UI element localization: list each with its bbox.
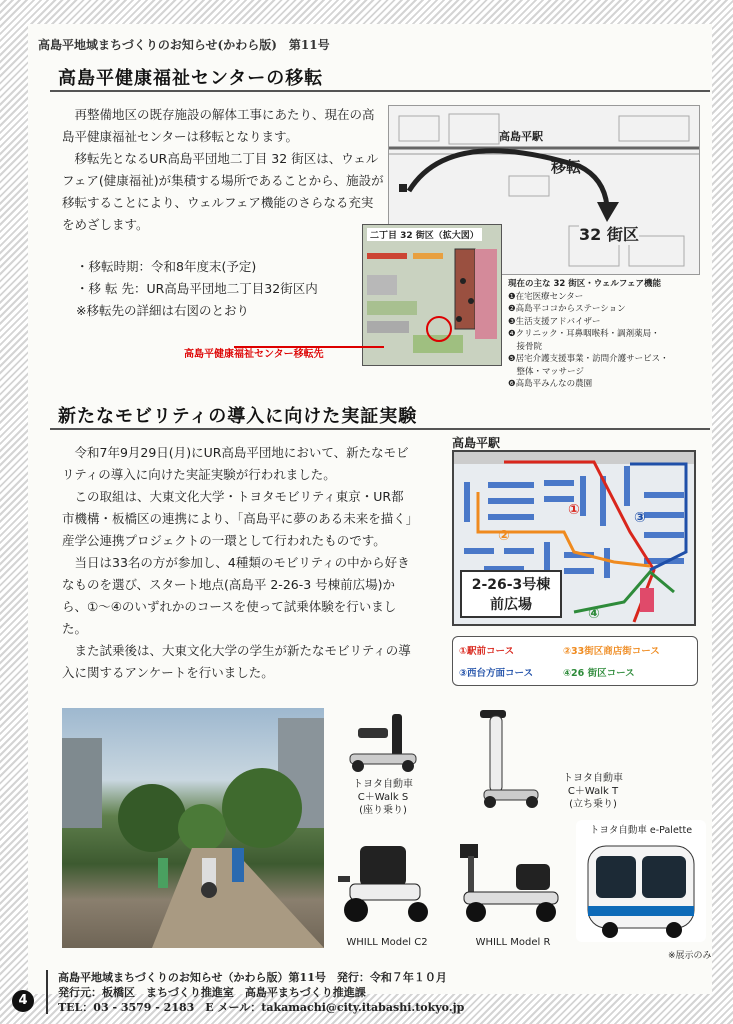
course-marker-2: ② [498, 528, 510, 544]
vehicle-type: (立ち乗り) [569, 799, 617, 810]
section1-paragraph: 移転先となるUR高島平団地二丁目 32 街区は、ウェルフェア(健康福祉)が集積する場所であることから、施設が移転することにより、ウェルフェア機能のさらなる充実をめざします。 [62, 151, 384, 232]
section2-rule [50, 428, 710, 430]
vehicle-epalette-label: トヨタ自動車 e-Palette [589, 825, 693, 836]
legend-item: ❻高島平みんなの農園 [508, 379, 593, 389]
course-map [452, 450, 696, 626]
epalette-drawing [584, 842, 698, 938]
vehicle-whill-c2-label: WHILL Model C2 [346, 937, 428, 948]
zoom-map [362, 224, 502, 366]
district-label: 32 街区 [579, 222, 639, 245]
station-label: 高島平駅 [499, 130, 543, 143]
cwalk-t-drawing [468, 704, 548, 810]
vehicle-whill-r-label: WHILL Model R [475, 937, 551, 948]
vehicle-model: C＋Walk T [567, 786, 619, 797]
trial-photo [62, 708, 324, 948]
section1-paragraph: 再整備地区の既存施設の解体工事にあたり、現在の高島平健康福祉センターは移転となります。 [62, 107, 375, 144]
section2-body [62, 442, 414, 684]
course-legend [452, 636, 698, 686]
section1-title: 高島平健康福祉センターの移転 [58, 68, 324, 89]
course-legend-1: ①駅前コース [459, 646, 515, 657]
cwalk-s-drawing [338, 706, 428, 776]
course-marker-3: ③ [634, 510, 646, 526]
section2-paragraph: また試乗後は、大東文化大学の学生が新たなモビリティの導入に関するアンケートを行いました。 [62, 643, 411, 680]
whill-c2-drawing [330, 836, 440, 928]
footer-issue: 高島平地域まちづくりのお知らせ（かわら版）第11号 発行：令和７年１０月 [58, 971, 447, 984]
zoom-map-title: 二丁目 32 街区（拡大図） [367, 228, 482, 241]
vehicle-cwalk-t-image [468, 704, 548, 810]
zoom-map-drawing [363, 225, 501, 365]
detail-note: ※移転先の詳細は右図のとおり [76, 303, 249, 318]
vehicle-cwalk-t-label [548, 772, 638, 811]
legend-item: ❺居宅介護支援事業・訪問介護サービス・ [508, 354, 669, 364]
start-point-label [460, 570, 562, 618]
detail-timing: ・移転時期：令和8年度末(予定) [76, 259, 257, 274]
vehicle-whill-c2-image [330, 836, 440, 928]
page-number: 4 [12, 990, 34, 1012]
section2-title: 新たなモビリティの導入に向けた実証実験 [58, 406, 418, 427]
footer [58, 970, 718, 1015]
vehicle-model: C＋Walk S [357, 792, 409, 803]
section1-rule [50, 90, 710, 92]
legend-item: ❶在宅医療センター [508, 291, 584, 302]
section2-paragraph: 令和7年9月29日(月)にUR高島平団地において、新たなモビリティの導入に向けた実証実験が行われました。 [62, 445, 409, 482]
course-legend-3: ③西台方面コース [459, 668, 534, 679]
display-only-note: ※展示のみ [668, 951, 712, 961]
footer-divider [46, 970, 48, 1014]
detail-location: ・移 転 先：UR高島平団地二丁目32街区内 [76, 281, 318, 296]
start-point-line2: 前広場 [490, 597, 532, 613]
start-point-line1: 2-26-3号棟 [471, 577, 551, 593]
legend-item: ❷高島平ココからステーション [508, 304, 626, 314]
section1-body [62, 104, 384, 236]
vehicle-epalette-card [576, 820, 706, 942]
course-map-station: 高島平駅 [452, 436, 501, 450]
vehicle-whill-r-image [456, 836, 566, 928]
vehicle-maker: トヨタ自動車 [353, 779, 413, 790]
callout-label: 高島平健康福祉センター移転先 [184, 349, 324, 360]
section1-details [76, 256, 376, 322]
vehicle-maker: トヨタ自動車 [563, 773, 623, 784]
vehicle-cwalk-s-label [338, 778, 428, 817]
section2-paragraph: 当日は33名の方が参加し、4種類のモビリティの中から好きなものを選び、スタート地点(高島平 2-26-3 号棟前広場)から、①～④のいずれかのコースを使って試乗体験を行いました。 [62, 555, 410, 636]
trial-photo-drawing [62, 708, 324, 948]
course-legend-2: ②33街区商店街コース [563, 646, 660, 657]
newsletter-header: 高島平地域まちづくりのお知らせ(かわら版) 第11号 [38, 38, 330, 52]
legend-item: ❸生活支援アドバイザー [508, 316, 601, 327]
footer-contact: TEL：03 - 3579 - 2183 E メール：takamachi@city.itabashi.tokyo.jp [58, 1001, 465, 1014]
course-legend-4: ④26 街区コース [563, 668, 635, 679]
whill-r-drawing [456, 836, 566, 928]
vehicle-type: (座り乗り) [359, 805, 407, 816]
legend-item: 接骨院 [508, 341, 543, 352]
footer-publisher: 発行元：板橋区 まちづくり推進室 高島平まちづくり推進課 [58, 986, 366, 999]
course-marker-1: ① [568, 502, 580, 518]
section2-paragraph: この取組は、大東文化大学・トヨタモビリティ東京・UR都市機構・板橋区の連携により、「高島平に夢のある未来を描く」産学公連携プロジェクトの一環として行われたものです。 [62, 489, 413, 548]
legend-title: 現在の主な 32 街区・ウェルフェア機能 [508, 279, 661, 289]
vehicle-cwalk-s-image [338, 706, 428, 776]
welfare-legend [508, 278, 708, 391]
legend-item: ❹クリニック・耳鼻咽喉科・調剤薬局・ [508, 329, 660, 339]
legend-item: 整体・マッサージ [508, 366, 584, 377]
course-marker-4: ④ [588, 606, 600, 622]
move-label: 移転 [551, 158, 582, 176]
